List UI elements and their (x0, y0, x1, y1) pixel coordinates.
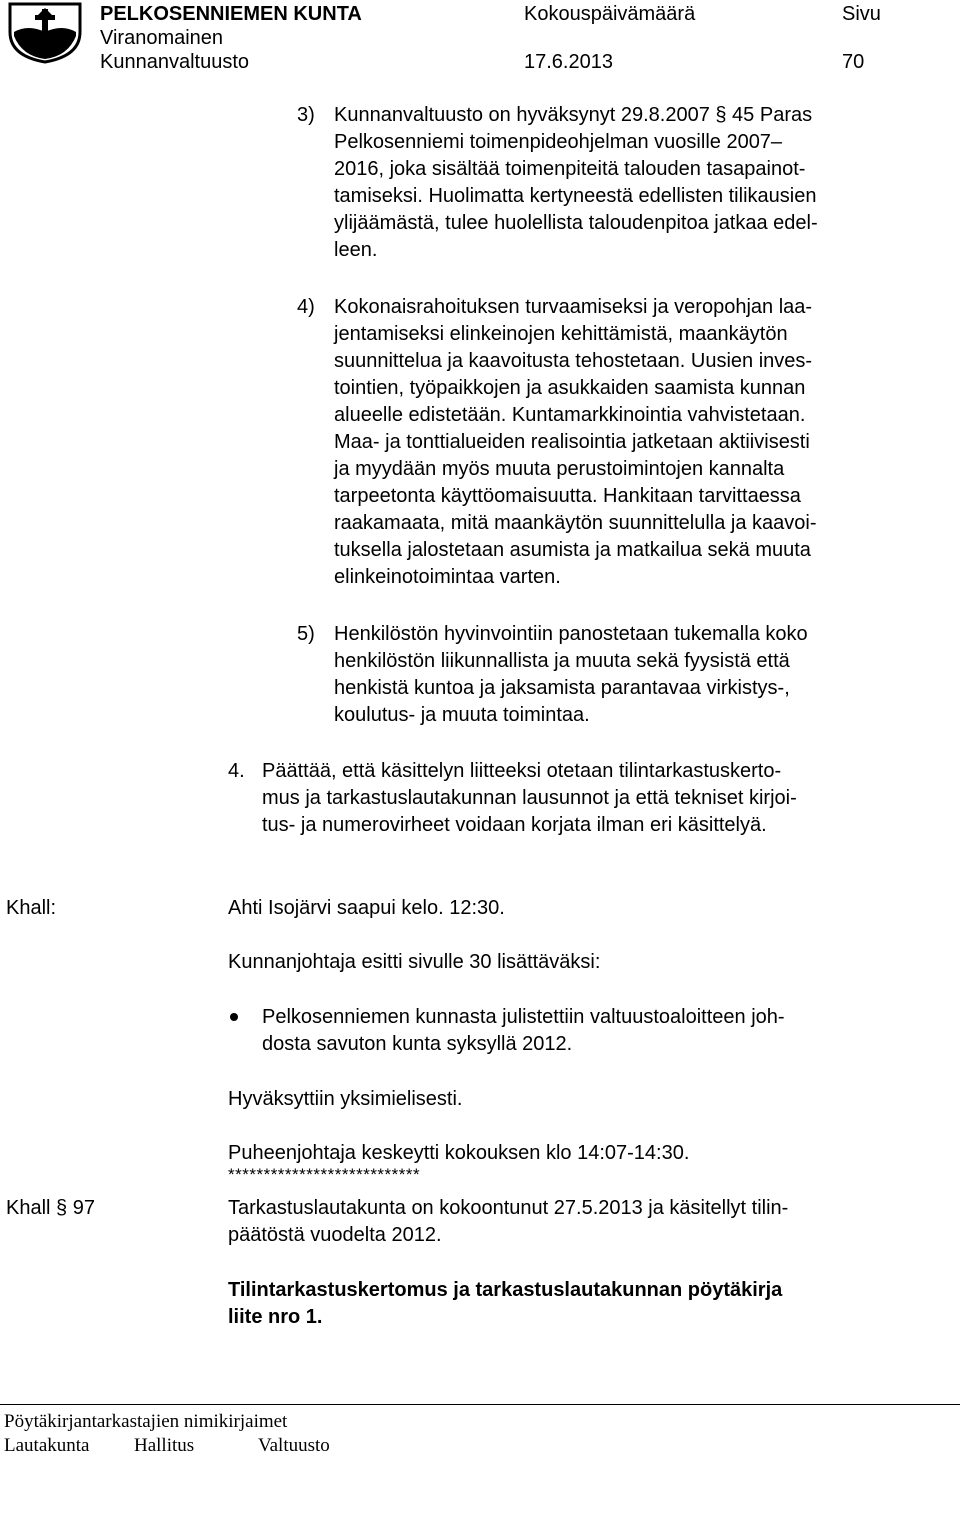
text-line: mus ja tarkastuslautakunnan lausunnot ja että tekniset kirjoi- (262, 787, 797, 809)
text-line: Kunnanvaltuusto on hyväksynyt 29.8.2007 § 45 Paras (334, 104, 813, 126)
text-line: päätöstä vuodelta 2012. (228, 1224, 442, 1246)
bullet-text (262, 1004, 785, 1058)
municipality-crest-icon (8, 2, 82, 64)
footer-col-hallitus: Hallitus (134, 1435, 195, 1456)
text-line: tointien, työpaikkojen ja asukkaiden saamista kunnan (334, 377, 806, 399)
meeting-date: 17.6.2013 (524, 51, 613, 73)
text-line: tus- ja numerovirheet voidaan korjata ilman eri käsittelyä. (262, 814, 767, 836)
pause-note: Puheenjohtaja keskeytti kokouksen klo 14:07-14:30. (228, 1142, 690, 1164)
text-line: Pelkosenniemi toimenpideohjelman vuosille 2007– (334, 131, 783, 153)
list-item-text (334, 621, 808, 729)
section-text (228, 1195, 788, 1249)
text-line: Maa- ja tonttialueiden realisointia jatketaan aktiivisesti (334, 431, 810, 453)
text-line: 2016, joka sisältää toimenpiteitä talouden tasapainot- (334, 158, 806, 180)
text-line: alueelle edistetään. Kuntamarkkinointia vahvistetaan. (334, 404, 806, 426)
text-line: Kokonaisrahoituksen turvaamiseksi ja veropohjan laa- (334, 296, 813, 318)
text-line: Tarkastuslautakunta on kokoontunut 27.5.2013 ja käsitellyt tilin- (228, 1197, 789, 1219)
text-line: Henkilöstön hyvinvointiin panostetaan tukemalla koko (334, 623, 808, 645)
khall-label: Khall: (6, 897, 57, 919)
text-line: elinkeinotoimintaa varten. (334, 566, 561, 588)
text-line: raakamaata, mitä maankäytön suunnittelulla ja kaavoi- (334, 512, 817, 534)
list-item-text (334, 294, 816, 591)
meeting-date-label: Kokouspäivämäärä (524, 3, 696, 25)
list-item-number: 4) (297, 296, 315, 318)
text-line: koulutus- ja muuta toimintaa. (334, 704, 590, 726)
page-number: 70 (842, 51, 865, 73)
addition-note: Kunnanjohtaja esitti sivulle 30 lisättäväksi: (228, 951, 601, 973)
text-line: Päättää, että käsittelyn liitteeksi otetaan tilintarkastuskerto- (262, 760, 782, 782)
arrival-note: Ahti Isojärvi saapui kelo. 12:30. (228, 897, 505, 919)
text-line: suunnittelua ja kaavoitusta tehostetaan. Uusien inves- (334, 350, 813, 372)
list-item-number: 3) (297, 104, 315, 126)
text-line: tamiseksi. Huolimatta kertyneestä edellisten tilikausien (334, 185, 817, 207)
footer-title: Pöytäkirjantarkastajien nimikirjaimet (4, 1411, 288, 1432)
approval-note: Hyväksyttiin yksimielisesti. (228, 1088, 463, 1110)
text-line: jentamiseksi elinkeinojen kehittämistä, maankäytön (334, 323, 788, 345)
footer-divider (0, 1404, 960, 1405)
text-line: henkistä kuntoa ja jaksamista parantavaa virkistys-, (334, 677, 790, 699)
text-line: Tilintarkastuskertomus ja tarkastuslautakunnan pöytäkirja (228, 1279, 783, 1301)
text-line: henkilöstön liikunnallista ja muuta sekä fyysistä että (334, 650, 790, 672)
text-line: leen. (334, 239, 378, 261)
authority-label: Viranomainen (100, 27, 224, 49)
attachment-note (228, 1277, 782, 1331)
text-line: Pelkosenniemen kunnasta julistettiin valtuustoaloitteen joh- (262, 1006, 785, 1028)
organization-name: PELKOSENNIEMEN KUNTA (100, 3, 362, 25)
text-line: tarpeetonta käyttöomaisuutta. Hankitaan tarvittaessa (334, 485, 801, 507)
text-line: dosta savuton kunta syksyllä 2012. (262, 1033, 573, 1055)
council-name: Kunnanvaltuusto (100, 51, 250, 73)
separator-line: *************************** (228, 1165, 421, 1184)
decision-number: 4. (228, 760, 245, 782)
page-label: Sivu (842, 3, 881, 25)
text-line: liite nro 1. (228, 1306, 323, 1328)
footer-col-valtuusto: Valtuusto (258, 1435, 330, 1456)
khall-section-label: Khall § 97 (6, 1197, 95, 1219)
decision-text (262, 758, 797, 839)
text-line: ja myydään myös muuta perustoimintojen kannalta (334, 458, 785, 480)
bullet-icon (230, 1013, 238, 1021)
list-item-number: 5) (297, 623, 315, 645)
text-line: tuksella jalostetaan asumista ja matkailua sekä muuta (334, 539, 811, 561)
footer-col-lautakunta: Lautakunta (4, 1435, 90, 1456)
text-line: ylijäämästä, tulee huolellista taloudenpitoa jatkaa edel- (334, 212, 818, 234)
list-item-text (334, 102, 818, 264)
